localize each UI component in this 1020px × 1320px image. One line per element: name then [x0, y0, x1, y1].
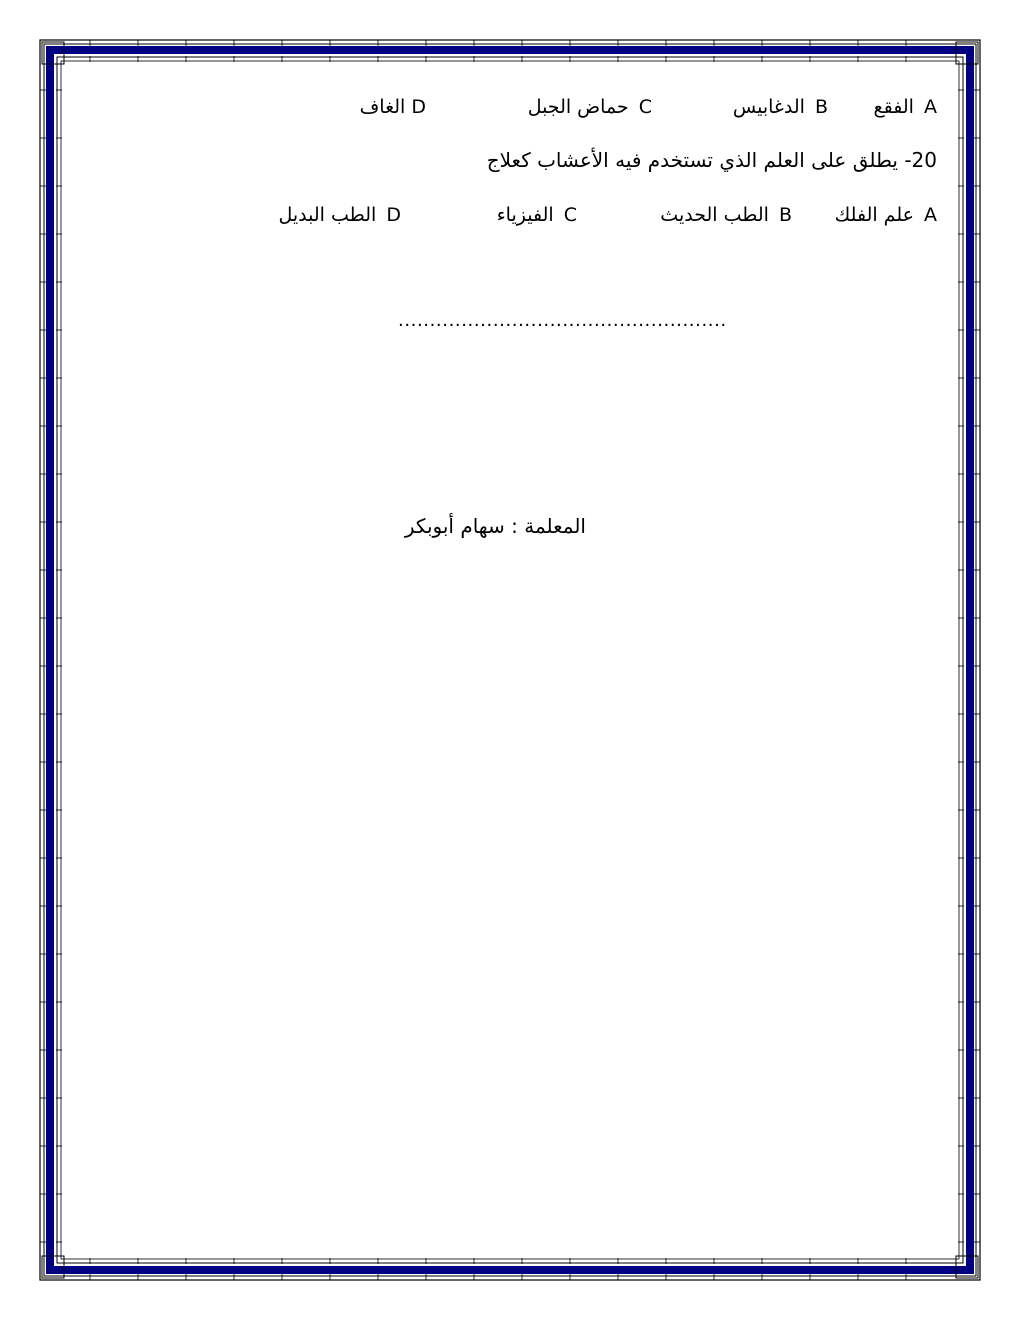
- option-text: علم الفلك: [834, 204, 914, 226]
- option-letter: C: [563, 204, 577, 226]
- option-text: الطب البديل: [278, 204, 377, 226]
- teacher-signature: المعلمة : سهام أبوبكر: [404, 514, 586, 538]
- q20-option-a: [835, 202, 937, 228]
- option-letter: C: [638, 96, 652, 118]
- option-text: الغاف: [359, 96, 406, 118]
- dotted-line: ....................................................: [398, 310, 727, 331]
- option-text: الفيزياء: [496, 204, 554, 226]
- option-letter: D: [386, 204, 401, 226]
- option-letter: A: [924, 204, 937, 226]
- q20-option-c: [497, 202, 577, 228]
- option-text: حماض الجبل: [527, 96, 629, 118]
- q20-option-d: [279, 202, 402, 228]
- q19-option-b: [733, 94, 828, 120]
- option-letter: B: [814, 96, 828, 118]
- q19-option-a: [874, 94, 937, 120]
- option-text: الفقع: [873, 96, 914, 118]
- question-20: 20- يطلق على العلم الذي تستخدم فيه الأعشاب كعلاج: [486, 148, 937, 172]
- option-letter: D: [411, 96, 426, 118]
- option-text: الدغابيس: [732, 96, 805, 118]
- option-text: الطب الحديث: [660, 204, 769, 226]
- q20-option-b: [660, 202, 792, 228]
- q19-option-d: [360, 94, 426, 120]
- option-letter: A: [924, 96, 937, 118]
- q19-option-c: [528, 94, 652, 120]
- option-letter: B: [778, 204, 792, 226]
